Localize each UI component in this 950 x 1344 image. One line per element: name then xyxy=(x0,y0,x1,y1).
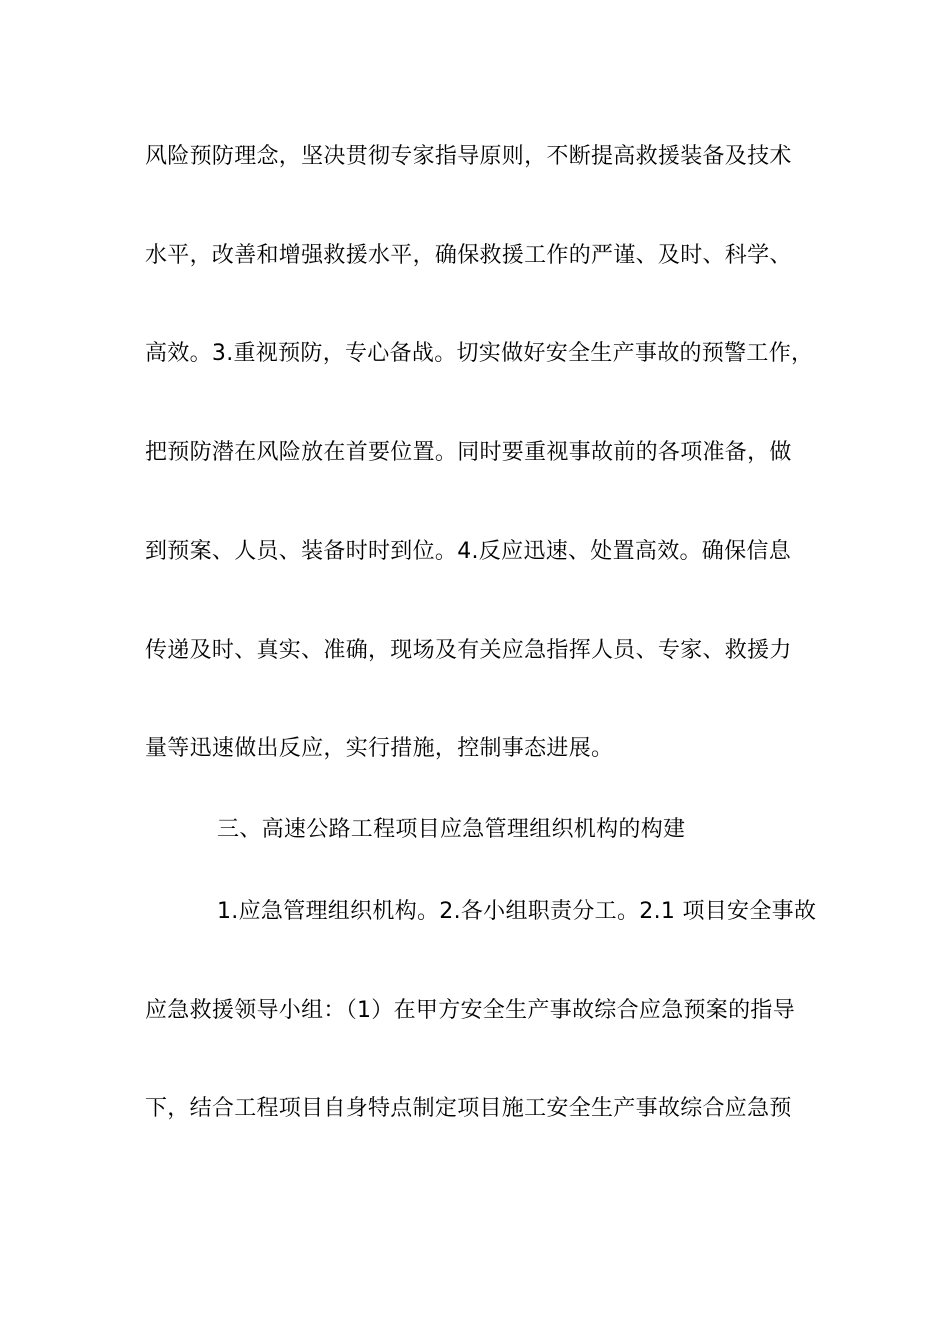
paragraph-line: 风险预防理念，坚决贯彻专家指导原则，不断提高救援装备及技术 xyxy=(145,144,792,169)
paragraph-line: 下，结合工程项目自身特点制定项目施工安全生产事故综合应急预 xyxy=(145,1096,792,1121)
paragraph-line: 到预案、人员、装备时时到位。4.反应迅速、处置高效。确保信息 xyxy=(145,539,791,564)
paragraph-line: 应急救援领导小组：（1）在甲方安全生产事故综合应急预案的指导 xyxy=(145,998,795,1023)
paragraph-line: 水平，改善和增强救援水平，确保救援工作的严谨、及时、科学、 xyxy=(145,243,792,268)
paragraph-line: 1.应急管理组织机构。2.各小组职责分工。2.1 项目安全事故 xyxy=(217,899,817,924)
paragraph-line: 传递及时、真实、准确，现场及有关应急指挥人员、专家、救援力 xyxy=(145,638,792,663)
section-heading: 三、高速公路工程项目应急管理组织机构的构建 xyxy=(217,817,686,842)
paragraph-line: 把预防潜在风险放在首要位置。同时要重视事故前的各项准备，做 xyxy=(145,440,792,465)
paragraph-line: 高效。3.重视预防，专心备战。切实做好安全生产事故的预警工作， xyxy=(145,341,814,366)
paragraph-line: 量等迅速做出反应，实行措施，控制事态进展。 xyxy=(145,736,614,761)
